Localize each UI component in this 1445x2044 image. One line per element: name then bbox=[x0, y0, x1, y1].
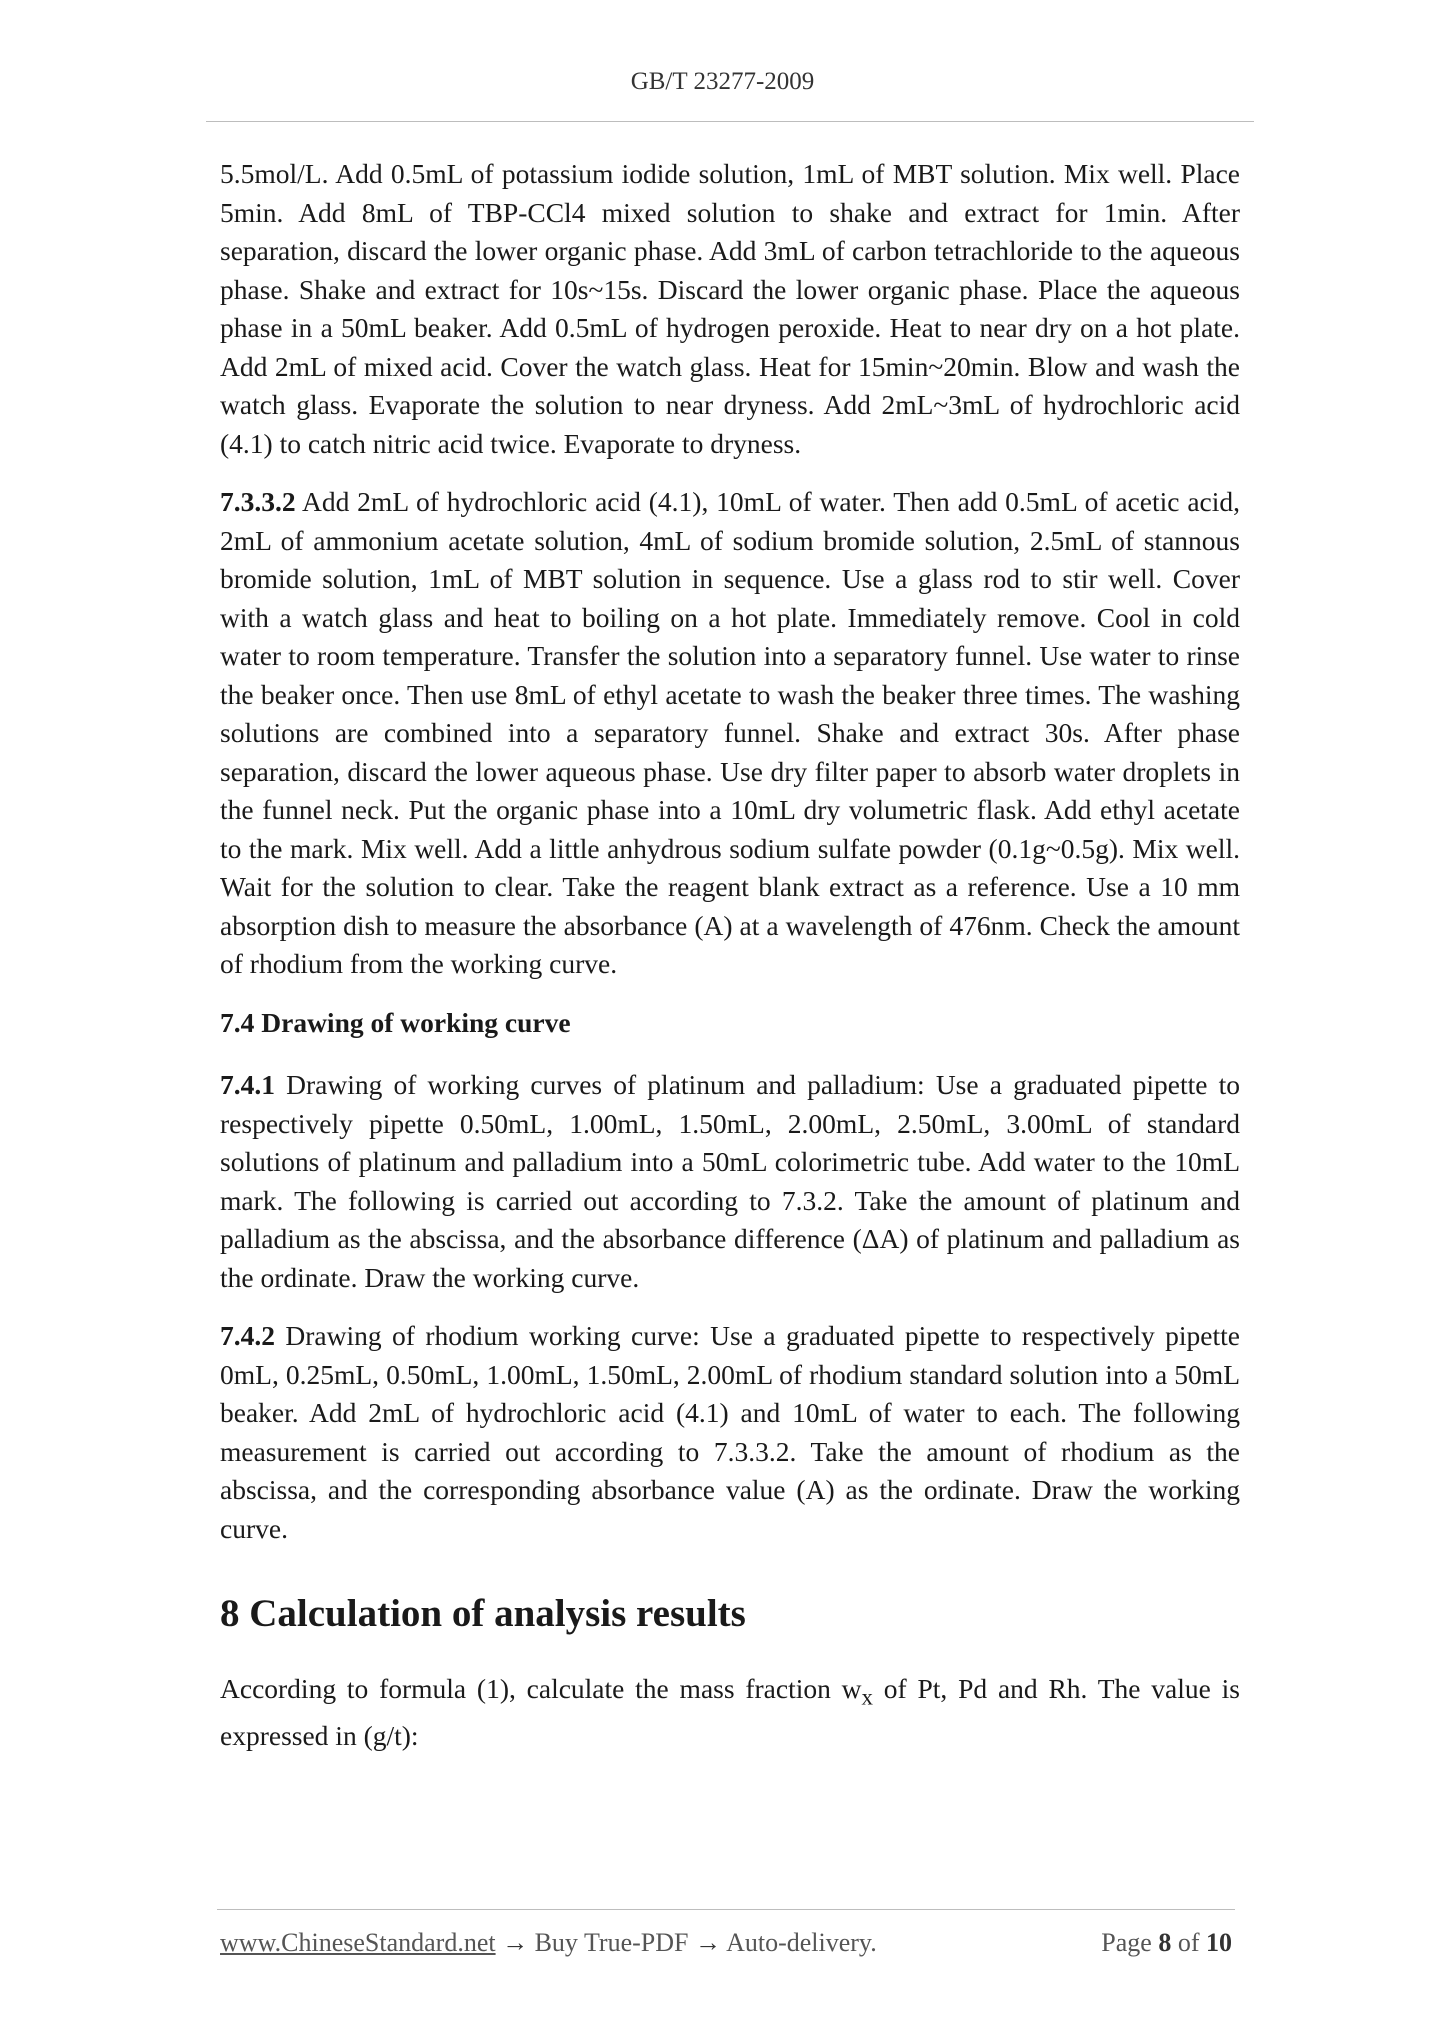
paragraph-7-4-2 bbox=[220, 1317, 1240, 1548]
website-link[interactable]: www.ChineseStandard.net bbox=[220, 1928, 496, 1957]
page-label: Page bbox=[1101, 1928, 1159, 1957]
document-footer bbox=[220, 1928, 1232, 1964]
footer-divider bbox=[217, 1909, 1235, 1910]
heading-7-4: 7.4 Drawing of working curve bbox=[220, 1006, 571, 1038]
document-header bbox=[0, 68, 1445, 96]
clause-text: Drawing of working curves of platinum and palladium: Use a graduated pipette to respectively pipette 0.50mL, 1.00mL, 1.50mL, 2.00mL, 2.50mL, 3.00mL of standard solutions of platinum and palladium into a 50mL colorimetric tube. Add water to the 10mL mark. The following is carried out according to 7.3.2. Take the amount of platinum and palladium as the abscissa, and the absorbance difference (ΔA) of platinum and palladium as the ordinate. Draw the working curve. bbox=[220, 1069, 1240, 1293]
subscript-x: x bbox=[861, 1684, 873, 1710]
arrow-right-icon: → bbox=[495, 1928, 535, 1957]
of-label: of bbox=[1171, 1928, 1206, 1957]
formula-intro-text-end: of Pt, Pd and Rh. The value is expressed in (g/t): bbox=[220, 1673, 1240, 1751]
current-page-number: 8 bbox=[1158, 1928, 1172, 1957]
buy-pdf-text: Buy True-PDF bbox=[534, 1928, 689, 1957]
standard-number: GB/T 23277-2009 bbox=[630, 68, 815, 95]
total-page-number: 10 bbox=[1206, 1928, 1232, 1957]
auto-delivery-text: Auto-delivery. bbox=[726, 1928, 877, 1957]
formula-intro-text: According to formula (1), calculate the mass fraction w bbox=[220, 1673, 862, 1704]
header-divider bbox=[206, 121, 1254, 122]
footer-promo bbox=[220, 1928, 877, 1958]
clause-text: Drawing of rhodium working curve: Use a graduated pipette to respectively pipette 0mL, 0.25mL, 0.50mL, 1.00mL, 1.50mL, 2.00mL of rhodium standard solution into a 50mL beaker. Add 2mL of hydrochloric acid (4.1) and 10mL of water to each. The following measurement is carried out according to 7.3.3.2. Take the amount of rhodium as the abscissa, and the corresponding absorbance value (A) as the ordinate. Draw the working curve. bbox=[220, 1320, 1240, 1544]
heading-section-8: 8 Calculation of analysis results bbox=[220, 1592, 746, 1635]
page-indicator bbox=[1101, 1928, 1232, 1958]
clause-number: 7.3.3.2 bbox=[220, 486, 296, 517]
paragraph-7-4-1 bbox=[220, 1066, 1240, 1297]
clause-text: Add 2mL of hydrochloric acid (4.1), 10mL of water. Then add 0.5mL of acetic acid, 2mL of ammonium acetate solution, 4mL of sodium bromide solution, 2.5mL of stannous bromide solution, 1mL of MBT solution in sequence. Use a glass rod to stir well. Cover with a watch glass and heat to boiling on a hot plate. Immediately remove. Cool in cold water to room temperature. Transfer the solution into a separatory funnel. Use water to rinse the beaker once. Then use 8mL of ethyl acetate to wash the beaker three times. The washing solutions are combined into a separatory funnel. Shake and extract 30s. After phase separation, discard the lower aqueous phase. Use dry filter paper to absorb water droplets in the funnel neck. Put the organic phase into a 10mL dry volumetric flask. Add ethyl acetate to the mark. Mix well. Add a little anhydrous sodium sulfate powder (0.1g~0.5g). Mix well. Wait for the solution to clear. Take the reagent blank extract as a reference. Use a 10 mm absorption dish to measure the absorbance (A) at a wavelength of 476nm. Check the amount of rhodium from the working curve. bbox=[220, 486, 1240, 979]
clause-number: 7.4.2 bbox=[220, 1320, 275, 1351]
clause-number: 7.4.1 bbox=[220, 1069, 275, 1100]
paragraph-7-3-3-2 bbox=[220, 483, 1240, 984]
arrow-right-icon: → bbox=[688, 1928, 727, 1957]
page-content bbox=[220, 155, 1240, 1776]
paragraph-formula-intro bbox=[220, 1670, 1240, 1756]
paragraph-continued: 5.5mol/L. Add 0.5mL of potassium iodide solution, 1mL of MBT solution. Mix well. Place 5min. Add 8mL of TBP-CCl4 mixed solution to shake and extract for 1min. After separation, discard the lower organic phase. Add 3mL of carbon tetrachloride to the aqueous phase. Shake and extract for 10s~15s. Discard the lower organic phase. Place the aqueous phase in a 50mL beaker. Add 0.5mL of hydrogen peroxide. Heat to near dry on a hot plate. Add 2mL of mixed acid. Cover the watch glass. Heat for 15min~20min. Blow and wash the watch glass. Evaporate the solution to near dryness. Add 2mL~3mL of hydrochloric acid (4.1) to catch nitric acid twice. Evaporate to dryness. bbox=[220, 158, 1240, 459]
